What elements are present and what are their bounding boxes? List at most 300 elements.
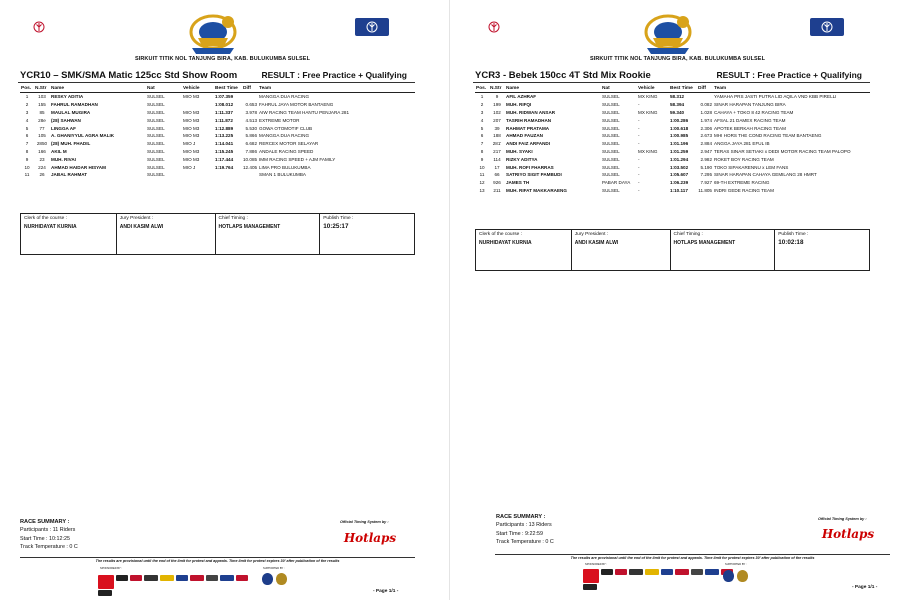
cell-team: TERAS SINAR SETIAKI x DEDI MOTOR RACING TEAM PALOPO (714, 148, 851, 154)
cell-best-time (214, 171, 242, 179)
event-emblem-icon (635, 8, 701, 62)
cell-nat: SULSEL (602, 156, 620, 162)
cell-best-time: 1:12.889 (215, 125, 234, 131)
cell-pos: 6 (480, 133, 484, 139)
race-summary (496, 513, 554, 547)
cell-start-number: 188 (493, 133, 501, 139)
cell-best-time: 1:01.259 (670, 148, 689, 154)
table-row (475, 155, 870, 163)
col-header-name: Name (505, 84, 601, 93)
cell-diff: 5.530 (245, 125, 257, 131)
cell-pos: 10 (24, 164, 30, 170)
cell-pos: 4 (480, 117, 484, 123)
table-row (20, 163, 415, 171)
cell-nat: SULSEL (147, 94, 165, 100)
col-header-diff: Diff (697, 84, 713, 93)
yamaha-racing-logo-mark (810, 18, 844, 36)
title-rule (473, 82, 870, 83)
supported-by-label: SUPPORTED BY : (263, 567, 285, 570)
cell-vehicle: MIO M3 (183, 117, 200, 123)
cell-pos: 9 (25, 156, 29, 162)
cell-rider-name: SATRIYO SIGIT PAMBUDI (506, 172, 562, 178)
chief-timing-value: HOTLAPS MANAGEMENT (673, 240, 736, 246)
cell-pos: 2 (480, 102, 484, 108)
cell-start-number: 114 (493, 156, 501, 162)
col-header-pos: Pos. (475, 84, 489, 93)
col-header-vehicle: Vehicle (637, 84, 669, 93)
support-logo-strip (262, 573, 287, 587)
cell-pos: 5 (480, 125, 484, 131)
cell-best-time: 1:06.239 (670, 180, 689, 186)
cell-best-time: 1:17.444 (215, 156, 234, 162)
cell-rider-name: MUH. RIDWAN ANSAR (506, 109, 556, 115)
col-header-nat: Nat (601, 84, 637, 93)
cell-pos: 8 (25, 148, 29, 154)
yamaha-racing-logo-mark (355, 18, 389, 36)
cell-best-time: 1:11.337 (215, 109, 233, 115)
cell-diff: 2.947 (700, 148, 712, 154)
cell-nat: SULSEL (147, 156, 165, 162)
cell-diff (242, 171, 258, 179)
cell-start-number: 199 (493, 102, 501, 108)
yamaha-logo (22, 18, 56, 36)
cell-pos: 8 (480, 148, 484, 154)
cell-diff: 10.085 (243, 156, 258, 162)
cell-start-number: 207 (493, 117, 501, 123)
col-header-nat: Nat (146, 84, 182, 93)
cell-team: EXTREME MOTOR (259, 117, 300, 123)
cell-nat: SULSEL (147, 133, 165, 139)
cell-nat: SULSEL (602, 133, 620, 139)
cell-pos: 13 (479, 187, 485, 193)
cell-best-time: 58.394 (670, 102, 685, 108)
col-header-name: Name (50, 84, 146, 93)
sponsor-logo-strip (98, 576, 263, 594)
cell-start-number: 105 (38, 133, 46, 139)
table-row (20, 116, 415, 124)
table-row (475, 109, 870, 117)
cell-start-number: 224 (38, 164, 46, 170)
cell-best-time: 1:05.607 (670, 172, 689, 178)
hotlaps-logo (340, 527, 400, 549)
cell-start-number: 85 (39, 109, 45, 115)
cell-rider-name: JAMES TH (506, 180, 530, 186)
support-logos (262, 573, 290, 587)
cell-team: RERCEX MOTOR SELAYAR (259, 141, 319, 147)
jury-label: Jury President : (119, 216, 154, 221)
cell-start-number: 28e (38, 117, 46, 123)
table-row (475, 124, 870, 132)
cell-start-number: 66 (494, 172, 500, 178)
table-row (475, 148, 870, 156)
cell-pos: 5 (25, 125, 29, 131)
sponsor-logo (661, 569, 673, 575)
cell-diff: 0.082 (700, 102, 712, 108)
cell-team: ANGGA JAYA 281 EFUL IB (714, 141, 770, 147)
jury-value: ANDI KASIM ALWI (119, 224, 164, 230)
cell-best-time: 58.312 (670, 94, 685, 100)
cell-best-time: 1:07.359 (215, 94, 234, 100)
cell-vehicle: - (638, 117, 640, 123)
class-title: YCR3 - Bebek 150cc 4T Std Mix Rookie (475, 70, 651, 81)
sponsor-logo (629, 569, 643, 575)
cell-diff: 3.978 (245, 109, 257, 115)
results-body (20, 93, 415, 179)
cell-best-time: 1:03.502 (670, 164, 689, 170)
sponsor-logo (130, 575, 142, 581)
cell-pos: 7 (25, 141, 29, 147)
col-header-pos: Pos. (20, 84, 34, 93)
table-row (475, 171, 870, 179)
cell-pos: 12 (479, 180, 485, 186)
cell-nat: SULSEL (602, 117, 620, 123)
circuit-name: SIRKUIT TITIK NOL TANJUNG BIRA, KAB. BULUKUMBA SULSEL (134, 56, 311, 62)
cell-vehicle: MIO J (183, 141, 196, 147)
cell-nat: SULSEL (147, 117, 165, 123)
cell-nat: SULSEL (602, 164, 620, 170)
sponsor-logo (583, 569, 599, 583)
participants: Participants : 13 Riders (496, 522, 552, 529)
results-table (20, 84, 415, 179)
cell-nat: SULSEL (602, 125, 620, 131)
cell-pos: 11 (24, 172, 30, 178)
cell-vehicle (182, 101, 214, 109)
cell-pos: 3 (25, 109, 29, 115)
sponsor-logo (615, 569, 627, 575)
cell-nat: SULSEL (602, 148, 620, 154)
jury-value: ANDI KASIM ALWI (574, 240, 619, 246)
result-label: RESULT : Free Practice + Qualifying (716, 70, 862, 80)
cell-diff: 11.805 (698, 187, 712, 193)
cell-vehicle: - (638, 133, 640, 139)
event-emblem-icon (180, 8, 246, 62)
publish-time-label: Publish Time : (323, 216, 354, 221)
yamaha-logo-mark (22, 18, 56, 36)
cell-team: IMM RACING SPEED + AJM FAMILY (259, 156, 336, 162)
cell-diff: 2.982 (700, 156, 712, 162)
sheet-divider (449, 0, 450, 600)
jury-cell (117, 214, 216, 254)
yamaha-logo (477, 18, 511, 36)
sponsor-logo (645, 569, 659, 575)
cell-best-time: 1:01.294 (670, 156, 689, 162)
cell-rider-name: TASRIH RAMADHAN (506, 117, 552, 123)
cell-vehicle: - (638, 172, 640, 178)
cell-rider-name: MUH. RIVAI (51, 156, 76, 162)
cell-start-number: 2850 (36, 141, 48, 147)
race-summary-title: RACE SUMMARY : (496, 514, 546, 520)
cell-pos: 10 (479, 164, 485, 170)
supported-by-label: SUPPORTED BY : (725, 563, 747, 566)
yamaha-cup-race-logo (635, 8, 701, 62)
cell-best-time: 1:08.012 (215, 102, 234, 108)
table-row (475, 132, 870, 140)
cell-best-time: 59.340 (670, 109, 685, 115)
sponsor-logo (116, 575, 128, 581)
cell-diff: 6.682 (245, 141, 257, 147)
cell-rider-name: ANDI FAIZ ARFANDI (506, 141, 550, 147)
sponsor-logo (583, 584, 597, 590)
col-header-diff: Diff (242, 84, 258, 93)
track-temperature: Track Temperature : 0 C (20, 544, 78, 551)
officials-box (20, 213, 415, 255)
start-time: Start Time : 9:22:59 (496, 530, 544, 537)
results-sheet-ycr10 (0, 0, 445, 600)
sponsor-logo (190, 575, 204, 581)
cell-pos: 2 (25, 102, 29, 108)
cell-best-time: 1:11.872 (215, 117, 233, 123)
col-header-team: Team (713, 84, 870, 93)
cell-team: LIMA PRO BULUKUMBA (259, 164, 311, 170)
hotlaps-logo (818, 523, 878, 545)
cell-nat: SULSEL (602, 94, 620, 100)
support-logos (723, 570, 751, 584)
cell-diff: 2.884 (700, 141, 712, 147)
cell-rider-name: RESKY ADITIA (51, 94, 84, 100)
results-body (475, 93, 870, 195)
cell-team: INDRI GEDE RACING TEAM (714, 187, 774, 193)
sponsor-logo (98, 575, 114, 589)
cell-nat: SULSEL (602, 102, 620, 108)
table-header-row (20, 84, 415, 93)
cell-team: SINAR HARAPAN TANJUNG BIRA (714, 102, 786, 108)
cell-rider-name: AFIL AZHRAF (506, 94, 537, 100)
cell-diff: 2.306 (700, 125, 712, 131)
cell-best-time: 1:10.117 (670, 187, 688, 193)
cell-rider-name: MUH. SYAKI (506, 148, 533, 154)
col-header-best-time: Best Time (214, 84, 242, 93)
hotlaps-logo-text: Hotlaps (343, 531, 397, 545)
clerk-value: NURHIDAYAT KURNIA (24, 224, 77, 230)
cell-diff: 7.886 (245, 148, 257, 154)
cell-nat: SULSEL (602, 172, 620, 178)
cell-vehicle: MIO J (183, 164, 196, 170)
yamaha-logo-mark (477, 18, 511, 36)
table-row (20, 132, 415, 140)
cell-team: ANDALE RACING SPEED (259, 148, 314, 154)
cell-vehicle: - (638, 102, 640, 108)
sponsor-logo (98, 590, 112, 596)
cell-pos: 1 (25, 94, 29, 100)
cell-vehicle: MIO M3 (183, 109, 200, 115)
chief-timing-value: HOTLAPS MANAGEMENT (218, 224, 281, 230)
publish-time-label: Publish Time : (778, 232, 809, 237)
cell-rider-name: MUH. RIFQI (506, 102, 532, 108)
cell-team: SMAN 1 BULUKUMBA (259, 172, 306, 178)
col-header-team: Team (258, 84, 415, 93)
table-row (475, 163, 870, 171)
cell-team: TOKO SIPAKARENNU x LEM FANS (714, 164, 789, 170)
cell-diff: 12.405 (243, 164, 258, 170)
timing-system-label: Official Timing System by : (818, 517, 867, 521)
sponsor-logo (176, 575, 188, 581)
cell-nat: SULSEL (147, 125, 165, 131)
table-row (20, 124, 415, 132)
cell-pos: 9 (480, 156, 484, 162)
result-label: RESULT : Free Practice + Qualifying (261, 70, 407, 80)
yamaha-racing-logo (355, 18, 389, 36)
pemda-badge-icon (737, 570, 748, 582)
provisional-disclaimer: The results are provisional until the end of the limit for protest and appeals. Time limit for protest expires 30' after publication of the results (20, 557, 415, 563)
cell-pos: 3 (480, 109, 484, 115)
chief-timing-label: Chief Timing : (673, 232, 703, 237)
cell-vehicle: - (638, 180, 640, 186)
cell-vehicle: - (638, 141, 640, 147)
timing-system-label: Official Timing System by : (340, 520, 389, 524)
cell-team: YAMAHA PRS JASTI PUTRA LID AQILA VND KBB PIRELLI (714, 94, 837, 100)
col-header-vehicle: Vehicle (182, 84, 214, 93)
cell-rider-name: A. GHANIYYUL AGRA MALIK (51, 133, 115, 139)
sponsor-logo (206, 575, 218, 581)
cell-diff: 7.927 (700, 180, 712, 186)
publish-time-cell (320, 214, 414, 254)
sponsor-logo (236, 575, 248, 581)
cell-best-time: 1:19.764 (215, 164, 234, 170)
cell-vehicle: MX KING (638, 148, 658, 154)
race-summary-title: RACE SUMMARY : (20, 519, 70, 525)
cell-rider-name: AKIL M (51, 148, 67, 154)
cell-vehicle: MIO M3 (183, 133, 200, 139)
cell-team: AFSAL 21 DAMEX RACING TEAM (714, 117, 786, 123)
sponsor-logo (144, 575, 158, 581)
cell-rider-name: RAHMAT PRATAMA (506, 125, 550, 131)
cell-pos: 7 (480, 141, 484, 147)
cell-vehicle: - (638, 187, 640, 193)
cell-team: MANGGA DUA RACING (259, 94, 310, 100)
table-row (475, 93, 870, 101)
cell-team: ROKET BOY RACING TEAM (714, 156, 774, 162)
yamaha-racing-logo (810, 18, 844, 36)
cell-start-number: 39 (494, 125, 500, 131)
cell-pos: 1 (480, 94, 484, 100)
tuning-fork-icon (821, 21, 833, 33)
chief-timing-cell (216, 214, 321, 254)
cell-team: 69-TH EXTREME RACING (714, 180, 770, 186)
cell-rider-name: FAHRUL RAMADHAN (51, 102, 98, 108)
cell-diff: 0.653 (245, 102, 257, 108)
start-time: Start Time : 10:12:25 (20, 535, 71, 542)
cell-start-number: 217 (493, 148, 501, 154)
cell-best-time: 1:00.286 (670, 117, 689, 123)
cell-vehicle: MIO M3 (183, 156, 200, 162)
cell-start-number: 23 (39, 156, 45, 162)
imi-badge-icon (723, 570, 734, 582)
officials-box (475, 229, 870, 271)
cell-best-time: 1:00.985 (670, 133, 689, 139)
cell-rider-name: MUH. ROFI FHARRAS (506, 164, 554, 170)
cell-nat: SULSEL (147, 172, 165, 178)
cell-team: GOWA OTOMOTIF CLUB (259, 125, 313, 131)
sponsor-logo (601, 569, 613, 575)
cell-rider-name: MAULAL MUGIRA (51, 109, 91, 115)
cell-vehicle: MIO M3 (183, 94, 200, 100)
sponsor-logo (691, 569, 703, 575)
sponsor-logos (98, 576, 263, 594)
col-header-nstr: N.Str (34, 84, 50, 93)
sponsor-logo (220, 575, 234, 581)
cell-team: CAHAYA + TOKO 8 42 RACING TEAM (714, 109, 794, 115)
tuning-fork-icon (488, 21, 500, 33)
cell-team: APOTEK BERKAH RACING TEAM (714, 125, 786, 131)
cell-start-number: 103 (38, 94, 46, 100)
table-header-row (475, 84, 870, 93)
cell-best-time: 1:00.618 (670, 125, 689, 131)
cell-vehicle: MIO M3 (183, 125, 200, 131)
pemda-badge-icon (276, 573, 287, 585)
cell-team: FAHRUL JAYA MOTOR BANTAENG (259, 102, 334, 108)
tuning-fork-icon (366, 21, 378, 33)
cell-best-time: 1:14.041 (215, 141, 234, 147)
circuit-name: SIRKUIT TITIK NOL TANJUNG BIRA, KAB. BULUKUMBA SULSEL (589, 56, 766, 62)
cell-nat: SULSEL (147, 109, 165, 115)
provisional-disclaimer: The results are provisional until the end of the limit for protest and appeals. Time limit for protest expires 30' after publication of the results (495, 554, 890, 560)
cell-best-time: 1:15.245 (215, 148, 234, 154)
col-header-best-time: Best Time (669, 84, 697, 93)
sponsored-by-label: SPONSORED BY : (585, 563, 608, 566)
cell-nat: SULSEL (147, 148, 165, 154)
cell-vehicle: MX KING (638, 109, 658, 115)
cell-nat: SULSEL (602, 109, 620, 115)
cell-diff: 5.866 (245, 133, 257, 139)
cell-nat: SULSEL (147, 164, 165, 170)
cell-vehicle: MX KING (638, 94, 658, 100)
clerk-value: NURHIDAYAT KURNIA (479, 240, 532, 246)
cell-start-number: 26 (39, 172, 45, 178)
cell-best-time: 1:13.225 (215, 133, 234, 139)
cell-start-number: 281' (492, 141, 502, 147)
sponsor-logo (160, 575, 174, 581)
chief-timing-cell (671, 230, 776, 270)
cell-rider-name: AHMAD HAIDAR HISYAM (51, 164, 106, 170)
cell-vehicle (182, 171, 214, 179)
hotlaps-logo-text: Hotlaps (821, 527, 875, 541)
cell-vehicle: - (638, 156, 640, 162)
race-summary (20, 518, 78, 552)
table-row (475, 179, 870, 187)
cell-pos: 6 (25, 133, 29, 139)
cell-team: MANGGA DUA RACING (259, 133, 310, 139)
publish-time-value: 10:25:17 (323, 223, 349, 230)
cell-nat: SULSEL (602, 141, 620, 147)
cell-diff: 7.295 (700, 172, 712, 178)
table-row (475, 140, 870, 148)
cell-start-number: 17 (494, 164, 500, 170)
table-row (475, 101, 870, 109)
cell-diff: 5.190 (700, 164, 712, 170)
cell-diff: 2.673 (700, 133, 712, 139)
table-row (20, 140, 415, 148)
cell-rider-name: RIZKY ADITYA (506, 156, 538, 162)
cell-nat: SULSEL (147, 102, 165, 108)
cell-best-time: 1:01.196 (670, 141, 689, 147)
col-header-nstr: N.Str (489, 84, 505, 93)
table-row (20, 101, 415, 109)
results-table (475, 84, 870, 194)
publish-time-cell (775, 230, 869, 270)
participants: Participants : 11 Riders (20, 527, 76, 534)
cell-nat: SULSEL (147, 141, 165, 147)
sponsor-logo (675, 569, 689, 575)
cell-rider-name: MUH. RIFAT MAKKARAENG (506, 187, 567, 193)
clerk-label: Clerk of the course : (24, 216, 67, 221)
track-temperature: Track Temperature : 0 C (496, 539, 554, 546)
publish-time-value: 10:02:18 (778, 239, 804, 246)
cell-rider-name: JABAL RAHMAT (51, 172, 88, 178)
yamaha-cup-race-logo (180, 8, 246, 62)
sponsor-logo (705, 569, 719, 575)
table-row (475, 187, 870, 195)
class-title: YCR10 – SMK/SMA Matic 125cc Std Show Room (20, 70, 238, 81)
